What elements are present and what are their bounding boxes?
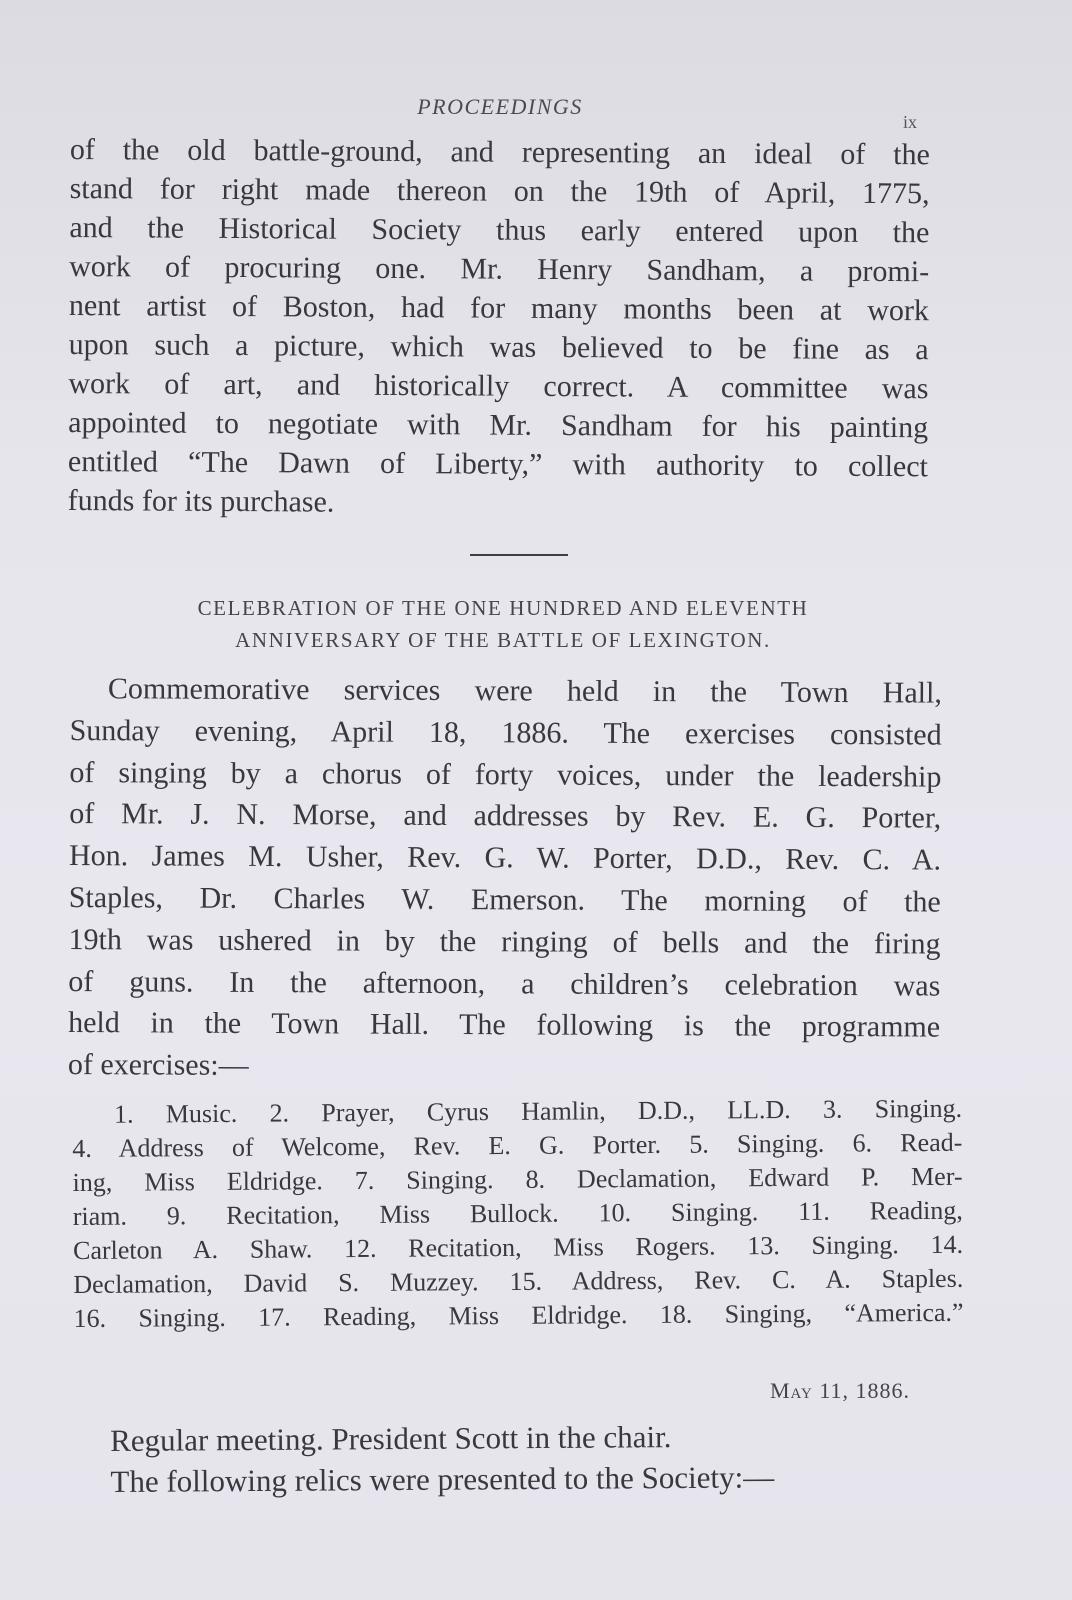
text-line: Regular meeting. President Scott in the chair. (110, 1419, 672, 1458)
programme-line: 16. Singing. 17. Reading, Miss Eldridge. 18. Singing, “America.” (73, 1297, 964, 1333)
text-line: Staples, Dr. Charles W. Emerson. The morning of the (68, 880, 941, 919)
text-line: of exercises:— (67, 1048, 249, 1083)
paragraph-painting-purchase (68, 130, 930, 525)
text-line: work of art, and historically correct. A committee was (68, 366, 929, 406)
text-line: work of procuring one. Mr. Henry Sandham, a promi- (69, 249, 930, 289)
programme-line: riam. 9. Recitation, Miss Bullock. 10. Singing. 11. Reading, (72, 1195, 963, 1231)
text-line: Commemorative services were held in the Town Hall, (107, 672, 942, 710)
programme-line: Carleton A. Shaw. 12. Recitation, Miss Rogers. 13. Singing. 14. (72, 1229, 964, 1265)
text-line: entitled “The Dawn of Liberty,” with authority to collect (67, 444, 929, 484)
paragraph-regular-meeting (110, 1414, 951, 1502)
text-line: and the Historical Society thus early entered upon the (69, 210, 930, 250)
programme-of-exercises (72, 1092, 964, 1336)
text-line: funds for its purchase. (67, 483, 335, 519)
text-line: held in the Town Hall. The following is the programme (68, 1006, 941, 1044)
text-line: of guns. In the afternoon, a children’s celebration was (68, 964, 941, 1003)
paragraph-commemorative-services (68, 668, 942, 1091)
text-line: 19th was ushered in by the ringing of bells and the firing (68, 922, 941, 961)
heading-line: ANNIVERSARY OF THE BATTLE OF LEXINGTON. (235, 628, 771, 652)
programme-line: 1. Music. 2. Prayer, Cyrus Hamlin, D.D., LL.D. 3. Singing. (114, 1093, 963, 1129)
text-line: upon such a picture, which was believed to be fine as a (68, 327, 929, 367)
heading-line: CELEBRATION OF THE ONE HUNDRED AND ELEVENTH (197, 596, 809, 620)
running-head: PROCEEDINGS (417, 94, 583, 119)
section-heading (70, 592, 936, 656)
text-line: stand for right made thereon on the 19th of April, 1775, (69, 171, 930, 211)
text-line: of the old battle-ground, and representing an ideal of the (69, 132, 930, 172)
text-line: of Mr. J. N. Morse, and addresses by Rev. E. G. Porter, (69, 797, 942, 835)
text-line: nent artist of Boston, had for many months been at work (68, 288, 930, 328)
programme-line: Declamation, David S. Muzzey. 15. Address, Rev. C. A. Staples. (73, 1263, 964, 1299)
text-line: The following relics were presented to the Society:— (110, 1459, 775, 1499)
programme-line: ing, Miss Eldridge. 7. Singing. 8. Declamation, Edward P. Mer- (72, 1161, 963, 1197)
text-line: of singing by a chorus of forty voices, under the leadership (69, 755, 942, 794)
page-number: ix (903, 112, 918, 132)
section-divider (470, 554, 568, 556)
text-line: Sunday evening, April 18, 1886. The exercises consisted (69, 713, 942, 752)
text-line: Hon. James M. Usher, Rev. G. W. Porter, D.D., Rev. C. A. (68, 839, 942, 877)
text-line: appointed to negotiate with Mr. Sandham for his painting (68, 405, 929, 445)
programme-line: 4. Address of Welcome, Rev. E. G. Porter. 5. Singing. 6. Read- (72, 1127, 963, 1163)
meeting-date: May 11, 1886. (770, 1378, 911, 1403)
